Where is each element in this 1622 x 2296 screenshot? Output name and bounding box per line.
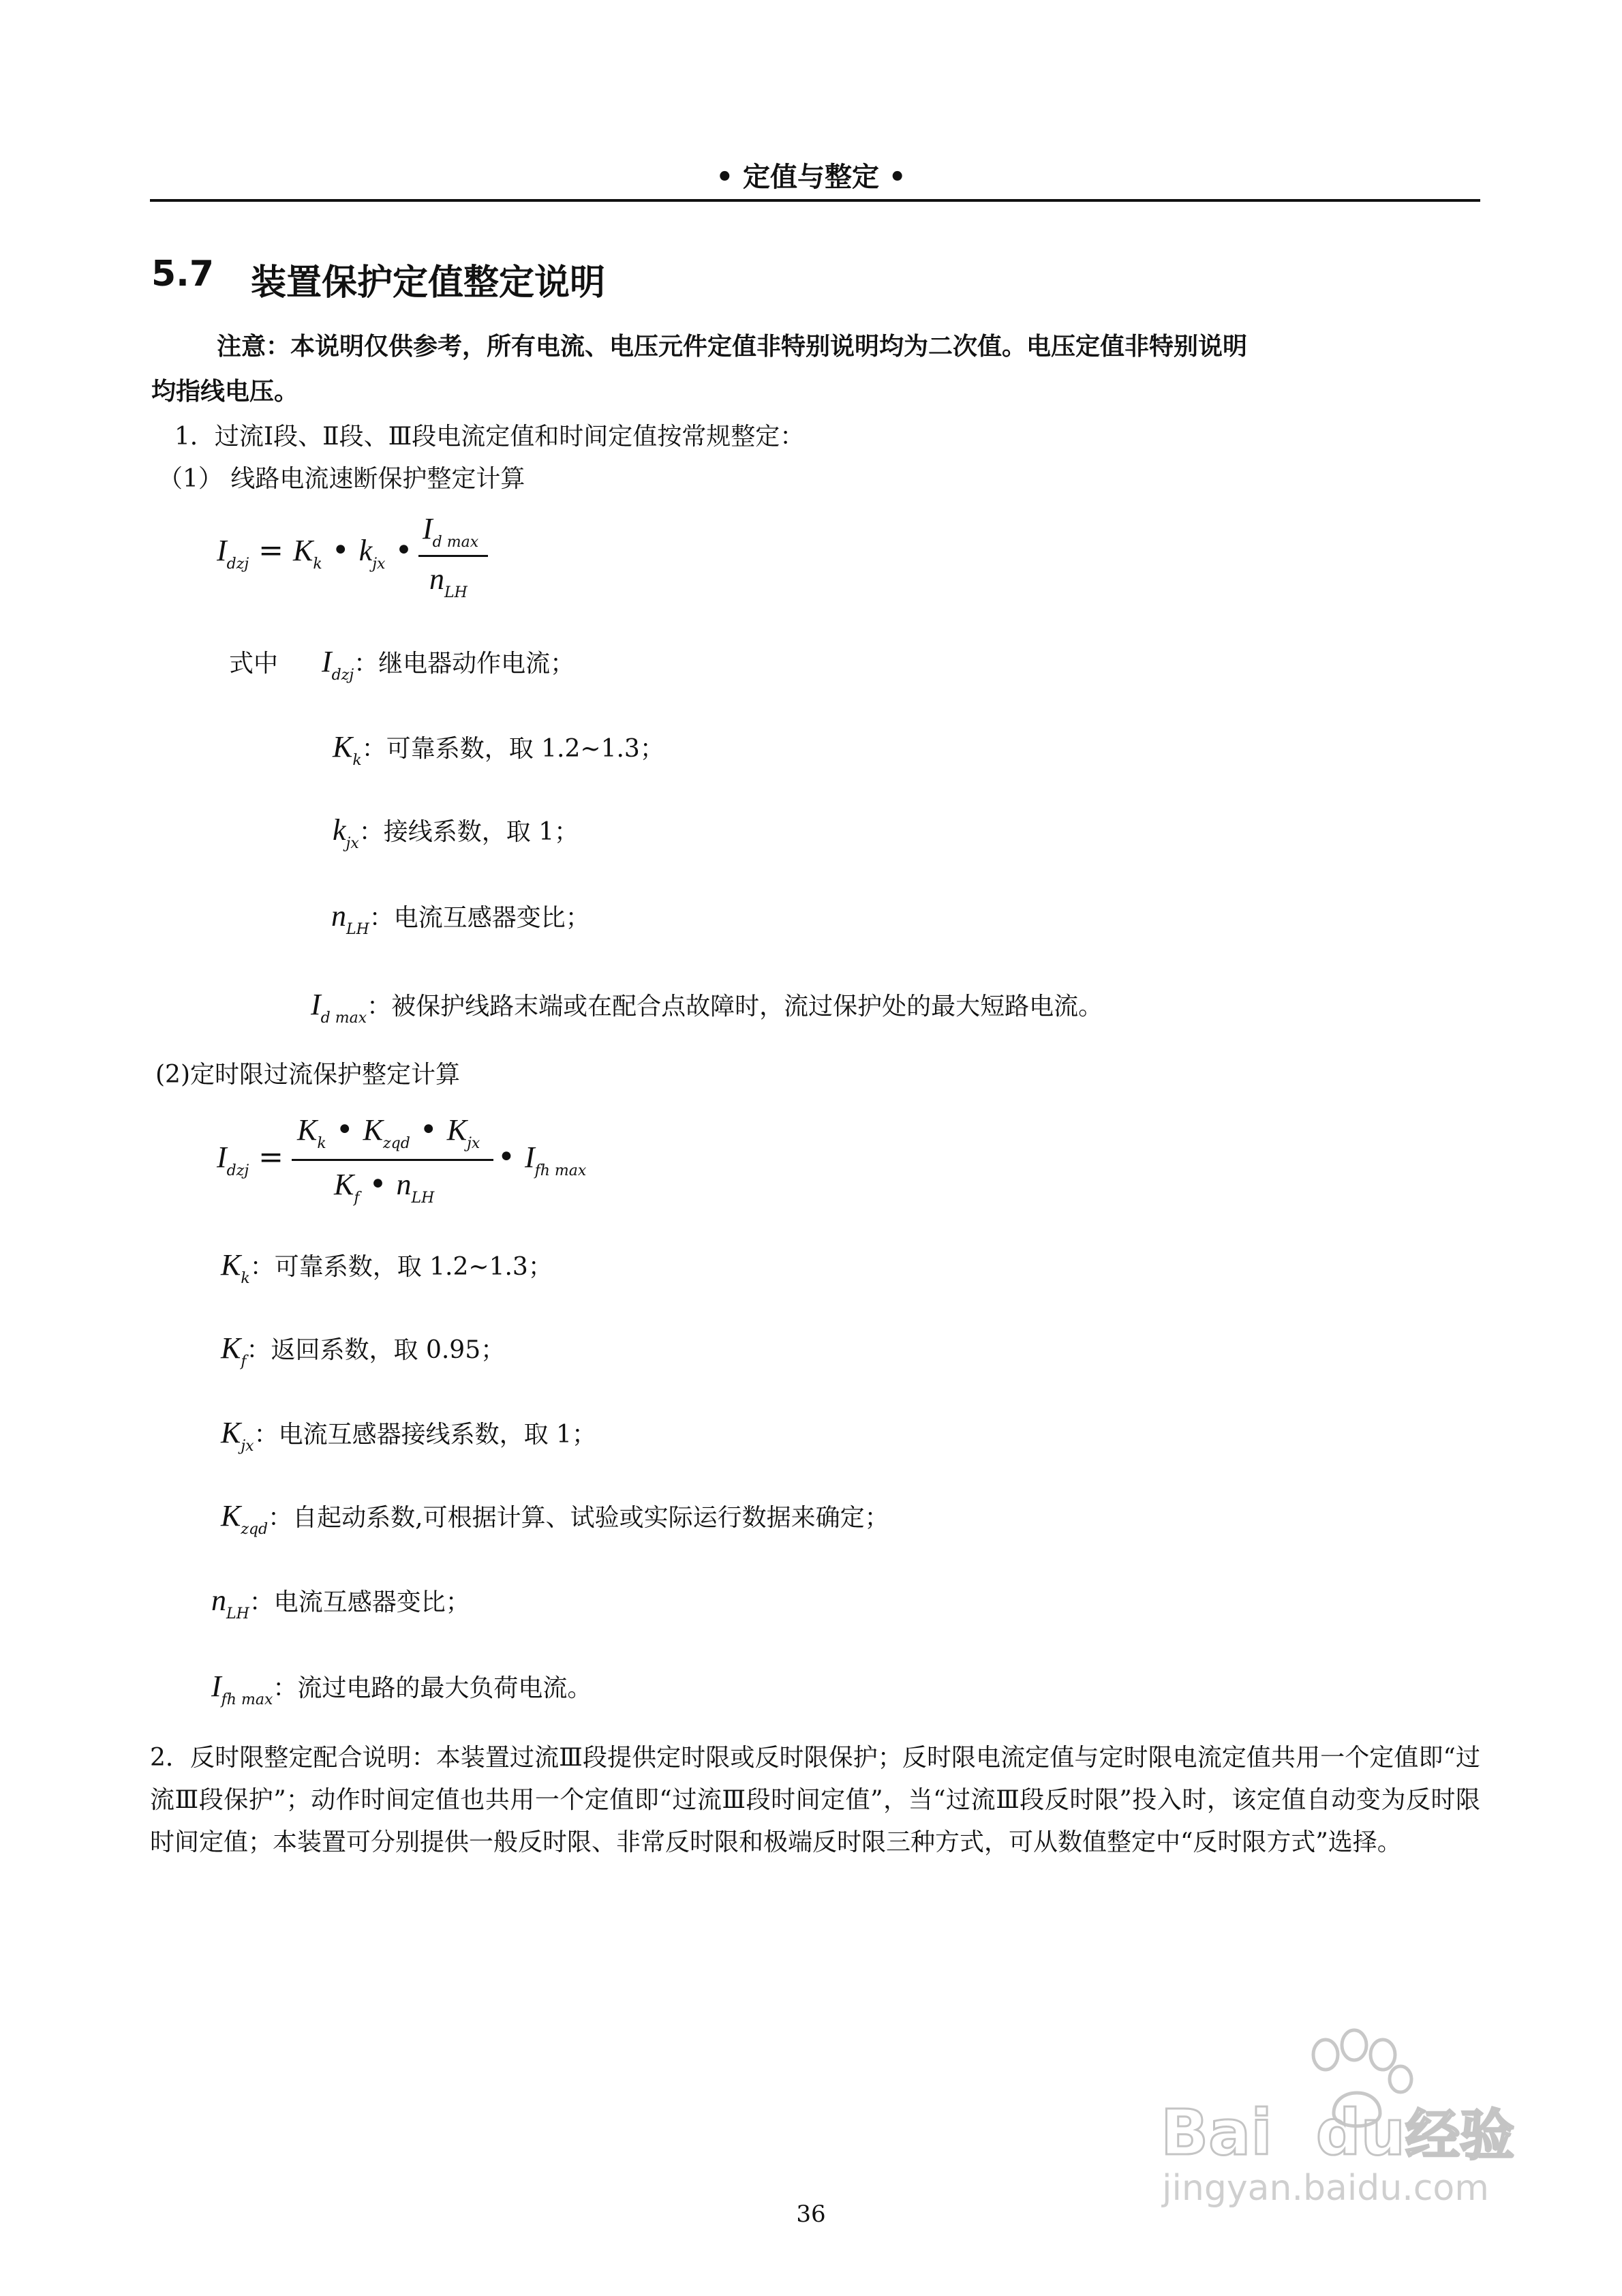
- where-label: 式中: [229, 650, 279, 678]
- item2-paragraph: 2．反时限整定配合说明：本装置过流Ⅲ段提供定时限或反时限保护；反时限电流定值与定时限电流定值共用一个定值即“过流Ⅲ段保护”；动作时间定值也共用一个定值即“过流Ⅲ段时间定值”，当“过流Ⅲ段反时限”投入时，该定值自动变为反时限时间定值；本装置可分别提供一般反时限、非常反时限和极端反时限三种方式，可从数值整定中“反时限方式”选择。: [150, 1744, 1480, 1856]
- watermark-brand-b: du: [1315, 2096, 1406, 2169]
- running-header: • 定值与整定 •: [716, 162, 906, 193]
- def2-row: $n_{LH}$：电流互感器变比；: [211, 1584, 470, 1622]
- def2-row: $K_k$：可靠系数，取 1.2~1.3；: [221, 1248, 553, 1287]
- def1-row: $k_{jx}$：接线系数，取 1；: [333, 813, 579, 852]
- item1-sub1: （1） 线路电流速断保护整定计算: [158, 465, 525, 493]
- def1-row: $K_k$：可靠系数，取 1.2~1.3；: [333, 730, 664, 769]
- f1-numerator: I: [423, 512, 433, 545]
- section-number: 5.7: [151, 254, 215, 294]
- def2-row: $K_{jx}$：电流互感器接线系数，取 1；: [221, 1416, 596, 1455]
- page-number: 36: [796, 2201, 826, 2228]
- section-title: 装置保护定值整定说明: [251, 262, 606, 303]
- note-line-1: 注意：本说明仅供参考，所有电流、电压元件定值非特别说明均为二次值。电压定值非特别说明: [217, 333, 1248, 361]
- def1-row: $n_{LH}$：电流互感器变比；: [331, 899, 590, 938]
- def1-row: $I_{d max}$：被保护线路末端或在配合点故障时，流过保护处的最大短路电流。: [311, 988, 1103, 1027]
- item1-title: 1．过流Ⅰ段、Ⅱ段、Ⅲ段电流定值和时间定值按常规整定：: [174, 423, 805, 451]
- def2-row: $I_{fh max}$：流过电路的最大负荷电流。: [211, 1670, 592, 1708]
- def1-row: $I_{dzj}$：继电器动作电流；: [322, 645, 575, 684]
- f1-fraction-bar: [418, 555, 488, 557]
- header-rule: [150, 199, 1480, 202]
- f1-lhs: I: [217, 534, 227, 567]
- note-line-2: 均指线电压。: [151, 378, 299, 406]
- watermark-url: jingyan.baidu.com: [1162, 2168, 1489, 2209]
- baidu-jingyan-watermark: [1155, 2011, 1537, 2216]
- watermark-brand-a: Bai: [1161, 2096, 1272, 2169]
- def2-row: $K_{zqd}$：自起动系数,可根据计算、试验或实际运行数据来确定；: [221, 1499, 889, 1538]
- item1-sub2: (2)定时限过流保护整定计算: [155, 1061, 460, 1089]
- def2-row: $K_f$：返回系数，取 0.95；: [221, 1331, 506, 1370]
- f1-denominator: n: [429, 562, 444, 596]
- f2-fraction-bar: [292, 1159, 493, 1161]
- watermark-brand-c: 经验: [1405, 2104, 1515, 2167]
